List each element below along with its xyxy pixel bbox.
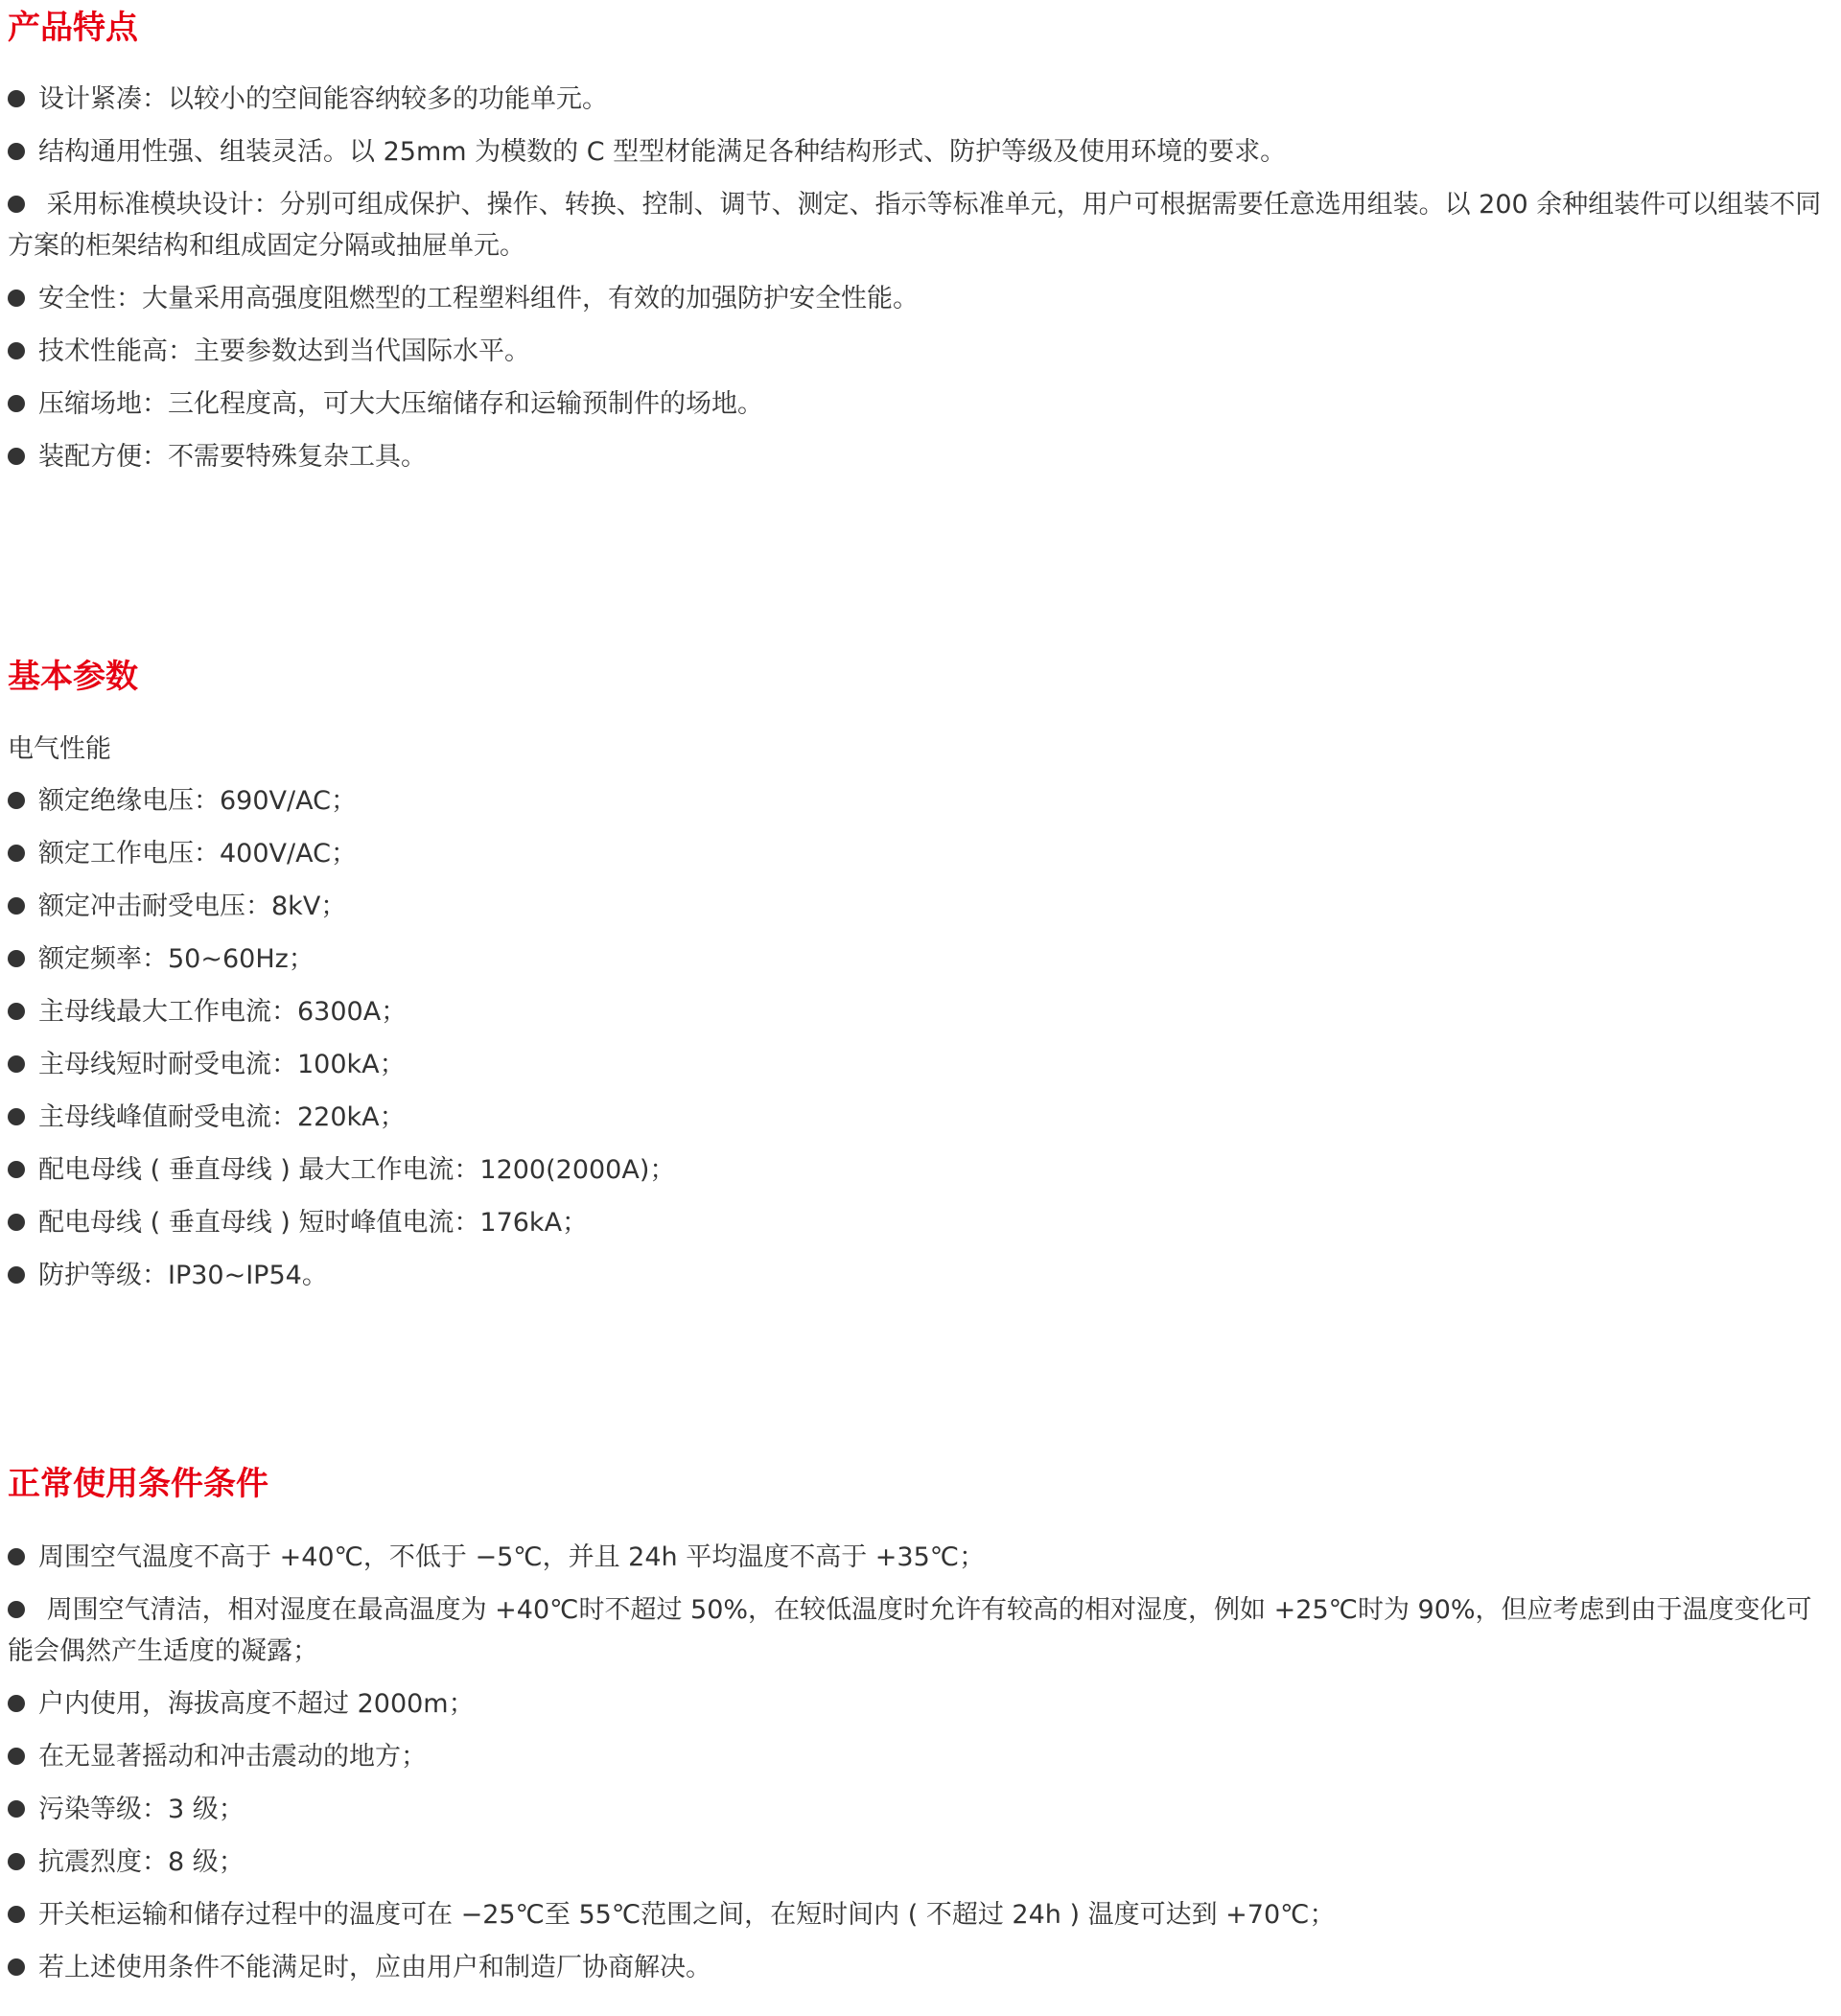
- bullet-icon: [8, 448, 25, 465]
- bullet-icon: [8, 1266, 25, 1284]
- list-item-text: 安全性：大量采用高强度阻燃型的工程塑料组件，有效的加强防护安全性能。: [38, 284, 919, 313]
- bullet-icon: [8, 950, 25, 967]
- bullet-icon: [8, 90, 25, 107]
- list-item: [8, 1789, 1829, 1830]
- bullet-icon: [8, 342, 25, 359]
- section-title-conditions: 正常使用条件条件: [8, 1465, 268, 1503]
- list-item-text: 在无显著摇动和冲击震动的地方；: [38, 1742, 427, 1772]
- list-item-text: 周围空气清洁，相对湿度在最高温度为 +40℃时不超过 50%，在较低温度时允许有较高的相对湿度，例如 +25℃时为 90%，但应考虑到由于温度变化可能会偶然产生适度的凝露；: [8, 1595, 1812, 1666]
- list-item-text: 配电母线 ( 垂直母线 ) 短时峰值电流：176kA；: [38, 1208, 589, 1238]
- bullet-icon: [8, 1003, 25, 1020]
- bullet-icon: [8, 1906, 25, 1923]
- bullet-icon: [8, 1214, 25, 1231]
- list-item: [8, 1044, 1829, 1085]
- bullet-icon: [8, 845, 25, 862]
- list-item-text: 若上述使用条件不能满足时，应由用户和制造厂协商解决。: [38, 1953, 711, 1982]
- list-item: [8, 833, 1829, 874]
- params-list: [8, 780, 1829, 1296]
- list-item: [8, 436, 1829, 477]
- bullet-icon: [8, 1055, 25, 1073]
- section-title-params: 基本参数: [8, 658, 138, 696]
- list-item-text: 采用标准模块设计：分别可组成保护、操作、转换、控制、调节、测定、指示等标准单元，用户可根据需要任意选用组装。以 200 余种组装件可以组装不同方案的柜架结构和组成固定分隔或抽屉单元。: [8, 190, 1822, 261]
- list-item: [8, 278, 1829, 319]
- bullet-icon: [8, 1161, 25, 1178]
- bullet-icon: [8, 143, 25, 160]
- list-item: [8, 886, 1829, 927]
- list-item: [8, 1736, 1829, 1777]
- list-item-text: 户内使用，海拔高度不超过 2000m；: [38, 1689, 475, 1719]
- list-item: [8, 991, 1829, 1032]
- list-item-text: 额定绝缘电压：690V/AC；: [38, 786, 357, 816]
- bullet-icon: [8, 1958, 25, 1976]
- list-item: [8, 1842, 1829, 1883]
- bullet-icon: [8, 1748, 25, 1765]
- list-item: [8, 1947, 1829, 1988]
- subtitle-electrical-performance: 电气性能: [8, 734, 111, 764]
- section-basic-parameters: [8, 655, 1829, 1308]
- list-item: [8, 79, 1829, 120]
- list-item-text: 设计紧凑：以较小的空间能容纳较多的功能单元。: [38, 84, 608, 114]
- list-item-text: 额定工作电压：400V/AC；: [38, 839, 357, 869]
- list-item-text: 主母线短时耐受电流：100kA；: [38, 1050, 406, 1079]
- list-item-text: 配电母线 ( 垂直母线 ) 最大工作电流：1200(2000A)；: [38, 1155, 676, 1185]
- features-list: [8, 79, 1829, 477]
- list-item: [8, 1097, 1829, 1138]
- list-item: [8, 383, 1829, 425]
- list-item: [8, 1149, 1829, 1191]
- list-item-text: 压缩场地：三化程度高，可大大压缩储存和运输预制件的场地。: [38, 389, 763, 419]
- bullet-icon: [8, 1548, 25, 1565]
- list-item-text: 额定频率：50~60Hz；: [38, 944, 315, 974]
- list-item-text: 抗震烈度：8 级；: [38, 1847, 245, 1877]
- list-item: [8, 184, 1829, 266]
- list-item: [8, 1202, 1829, 1243]
- list-item-text: 结构通用性强、组装灵活。以 25mm 为模数的 C 型型材能满足各种结构形式、防护等级及使用环境的要求。: [38, 137, 1287, 167]
- bullet-icon: [8, 196, 25, 213]
- bullet-icon: [8, 1800, 25, 1818]
- list-item: [8, 1683, 1829, 1725]
- list-item-text: 技术性能高：主要参数达到当代国际水平。: [38, 336, 530, 366]
- list-item-text: 防护等级：IP30~IP54。: [38, 1261, 328, 1290]
- list-item-text: 开关柜运输和储存过程中的温度可在 −25℃至 55℃范围之间，在短时间内 ( 不超过 24h ) 温度可达到 +70℃；: [38, 1900, 1336, 1930]
- conditions-list: [8, 1537, 1829, 1988]
- list-item-text: 污染等级：3 级；: [38, 1795, 245, 1824]
- bullet-icon: [8, 395, 25, 412]
- list-item-text: 主母线最大工作电流：6300A；: [38, 997, 408, 1027]
- bullet-icon: [8, 290, 25, 307]
- section-product-features: [8, 6, 1829, 489]
- list-item: [8, 1894, 1829, 1935]
- bullet-icon: [8, 897, 25, 915]
- bullet-icon: [8, 1853, 25, 1870]
- list-item: [8, 938, 1829, 980]
- list-item: [8, 331, 1829, 372]
- bullet-icon: [8, 1695, 25, 1712]
- list-item-text: 周围空气温度不高于 +40℃，不低于 −5℃，并且 24h 平均温度不高于 +35℃；: [38, 1542, 986, 1572]
- list-item: [8, 1255, 1829, 1296]
- list-item-text: 额定冲击耐受电压：8kV；: [38, 892, 347, 921]
- bullet-icon: [8, 1601, 25, 1618]
- section-normal-use-conditions: [8, 1462, 1829, 2000]
- list-item-text: 装配方便：不需要特殊复杂工具。: [38, 442, 427, 472]
- section-title-features: 产品特点: [8, 9, 138, 47]
- list-item: [8, 1537, 1829, 1578]
- bullet-icon: [8, 1108, 25, 1125]
- list-item: [8, 780, 1829, 822]
- list-item-text: 主母线峰值耐受电流：220kA；: [38, 1102, 406, 1132]
- bullet-icon: [8, 792, 25, 809]
- list-item: [8, 131, 1829, 173]
- list-item: [8, 1589, 1829, 1672]
